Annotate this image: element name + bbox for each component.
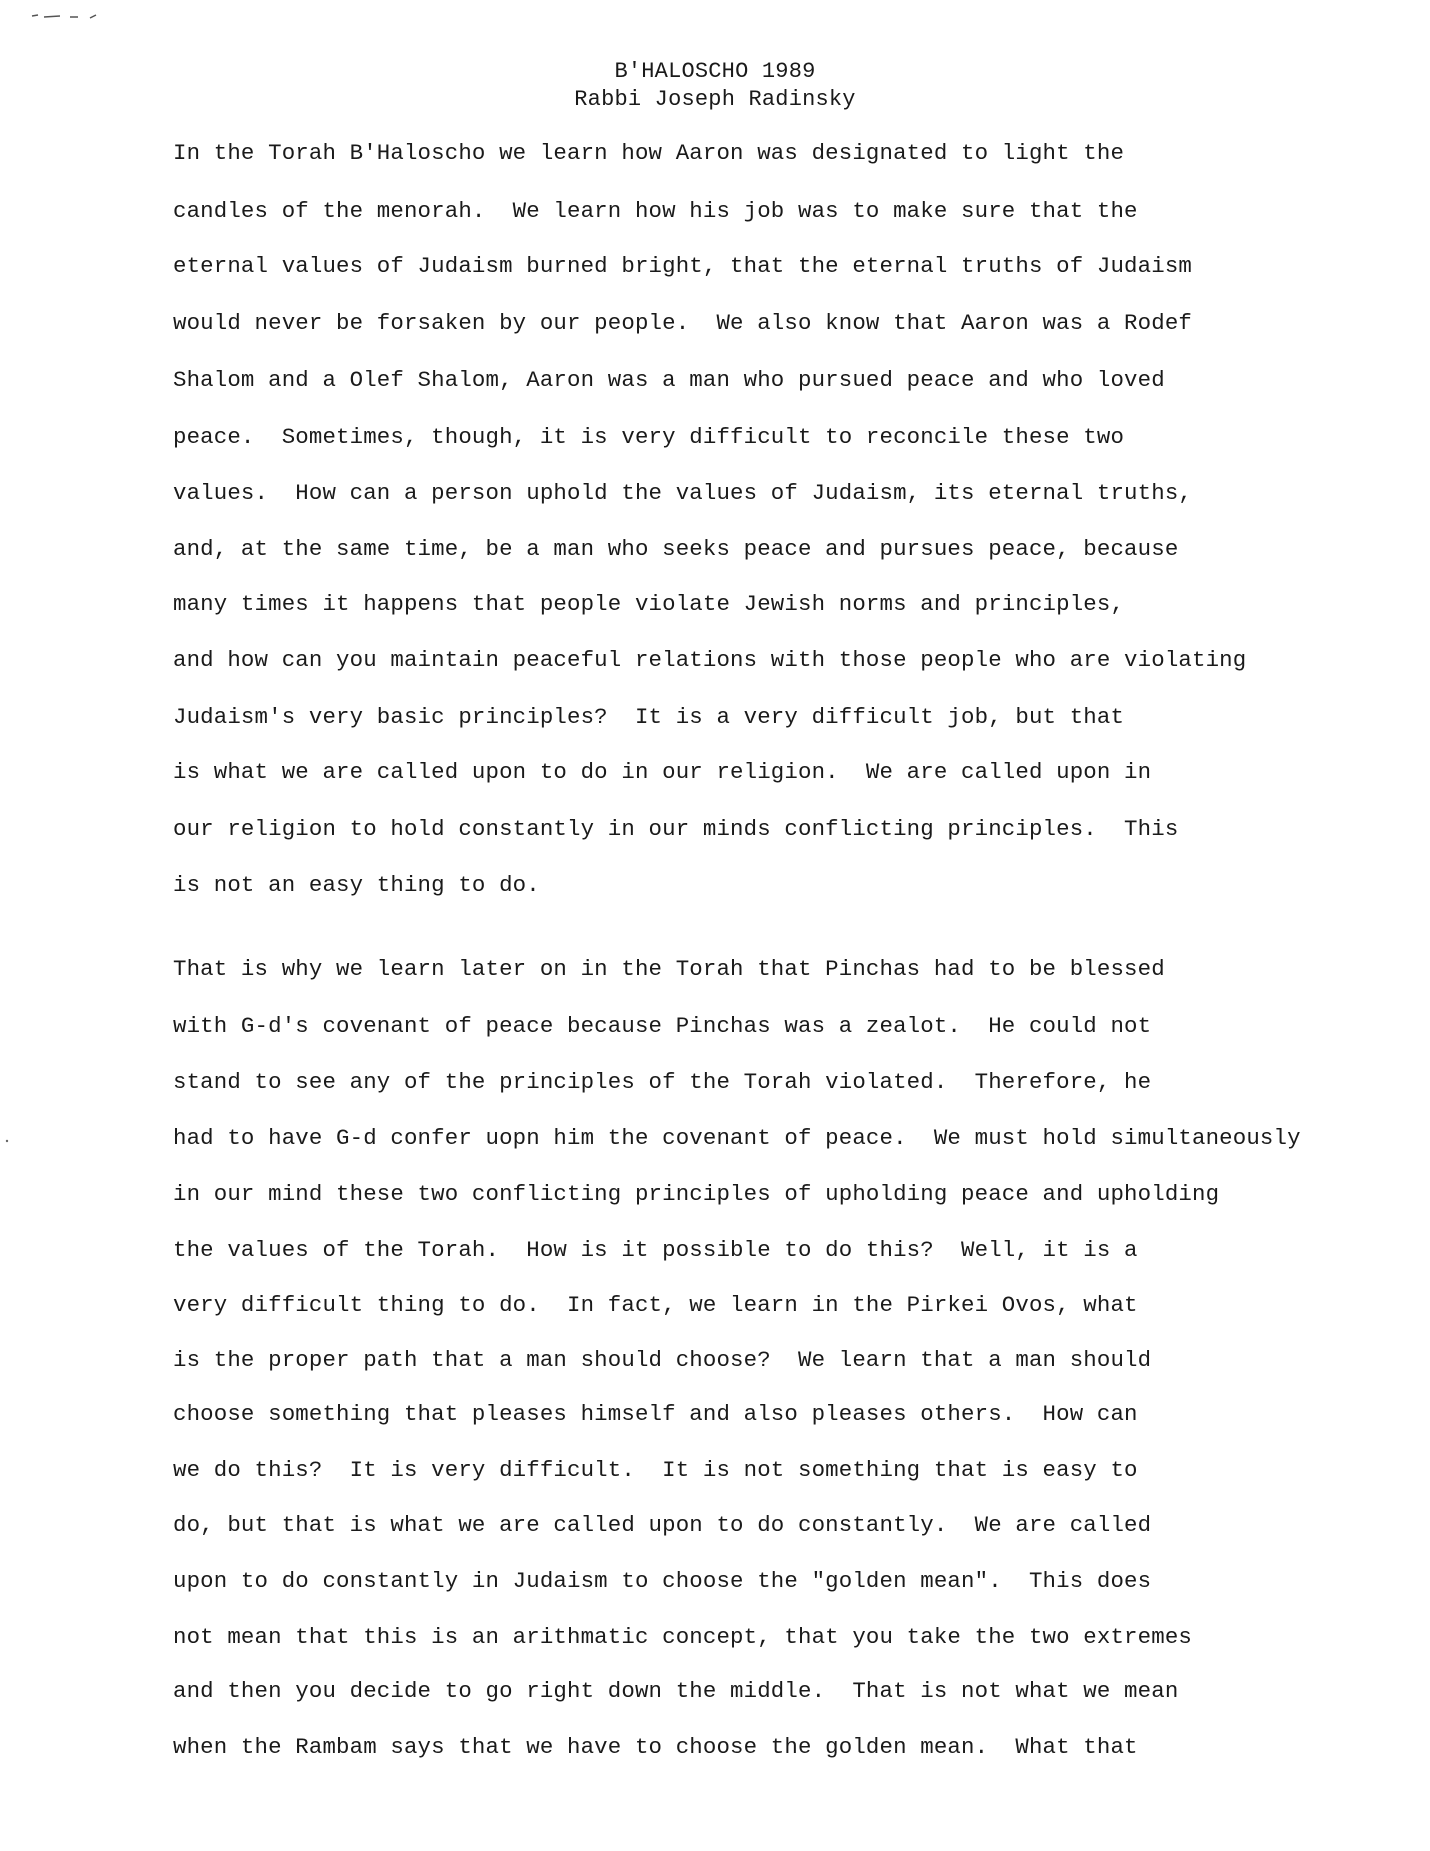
text-line: our religion to hold constantly in our minds conflicting principles. This <box>173 816 1179 842</box>
text-line: when the Rambam says that we have to choose the golden mean. What that <box>173 1734 1138 1760</box>
text-line: many times it happens that people violate Jewish norms and principles, <box>173 591 1125 617</box>
document-author: Rabbi Joseph Radinsky <box>574 87 856 112</box>
text-line: Judaism's very basic principles? It is a very difficult job, but that <box>173 704 1125 730</box>
text-line: not mean that this is an arithmatic concept, that you take the two extremes <box>173 1624 1192 1650</box>
text-line: In the Torah B'Haloscho we learn how Aaron was designated to light the <box>173 140 1125 166</box>
text-line: very difficult thing to do. In fact, we learn in the Pirkei Ovos, what <box>173 1292 1138 1318</box>
text-line: values. How can a person uphold the values of Judaism, its eternal truths, <box>173 480 1192 506</box>
text-line: Shalom and a Olef Shalom, Aaron was a man who pursued peace and who loved <box>173 367 1165 393</box>
text-line: is not an easy thing to do. <box>173 872 540 898</box>
text-line: we do this? It is very difficult. It is not something that is easy to <box>173 1457 1138 1483</box>
scan-artifact-mark <box>30 12 120 20</box>
text-line: That is why we learn later on in the Torah that Pinchas had to be blessed <box>173 956 1165 982</box>
text-line: choose something that pleases himself and also pleases others. How can <box>173 1401 1138 1427</box>
text-line: in our mind these two conflicting principles of upholding peace and upholding <box>173 1181 1220 1207</box>
scan-artifact-dot <box>4 1138 10 1144</box>
text-line: had to have G-d confer uopn him the covenant of peace. We must hold simultaneously <box>173 1125 1301 1151</box>
text-line: stand to see any of the principles of the Torah violated. Therefore, he <box>173 1069 1152 1095</box>
text-line: candles of the menorah. We learn how his job was to make sure that the <box>173 198 1138 224</box>
text-line: do, but that is what we are called upon to do constantly. We are called <box>173 1512 1152 1538</box>
text-line: and how can you maintain peaceful relations with those people who are violating <box>173 647 1247 673</box>
text-line: with G-d's covenant of peace because Pinchas was a zealot. He could not <box>173 1013 1152 1039</box>
text-line: is what we are called upon to do in our religion. We are called upon in <box>173 759 1152 785</box>
text-line: is the proper path that a man should choose? We learn that a man should <box>173 1347 1152 1373</box>
document-title: B'HALOSCHO 1989 <box>614 59 816 84</box>
text-line: and, at the same time, be a man who seeks peace and pursues peace, because <box>173 536 1179 562</box>
text-line: the values of the Torah. How is it possible to do this? Well, it is a <box>173 1237 1138 1263</box>
text-line: peace. Sometimes, though, it is very difficult to reconcile these two <box>173 424 1125 450</box>
document-header <box>0 58 1430 114</box>
text-line: upon to do constantly in Judaism to choose the "golden mean". This does <box>173 1568 1152 1594</box>
text-line: eternal values of Judaism burned bright, that the eternal truths of Judaism <box>173 253 1192 279</box>
text-line: and then you decide to go right down the middle. That is not what we mean <box>173 1678 1179 1704</box>
text-line: would never be forsaken by our people. We also know that Aaron was a Rodef <box>173 310 1192 336</box>
